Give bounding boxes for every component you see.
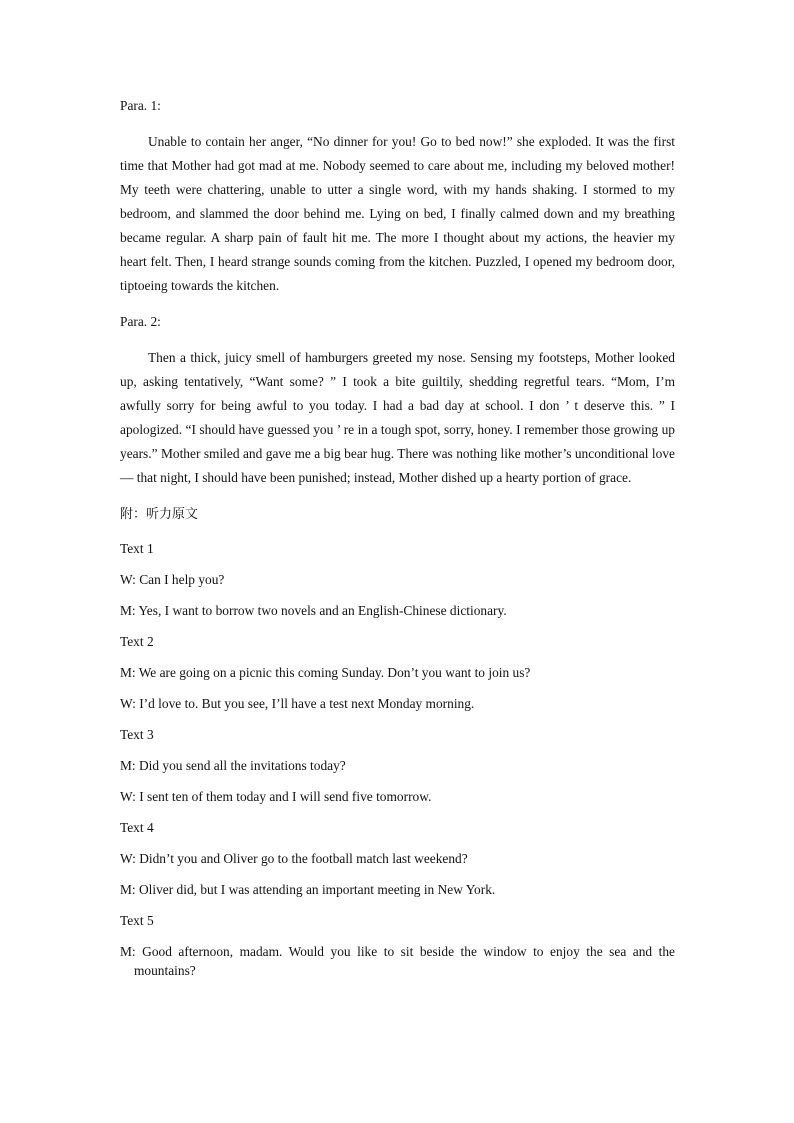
text3-title: Text 3 <box>120 727 154 742</box>
text4-line2: M: Oliver did, but I was attending an important meeting in New York. <box>120 882 496 897</box>
para2-label: Para. 2: <box>120 314 161 329</box>
listening-text-2 <box>120 632 675 714</box>
text2-line1: M: We are going on a picnic this coming Sunday. Don’t you want to join us? <box>120 665 531 680</box>
para1-text: Unable to contain her anger, “No dinner for you! Go to bed now!” she exploded. It was the first time that Mother had got mad at me. Nobody seemed to care about me, including my beloved mother! My teeth were chattering, unable to utter a single word, with my hands shaking. I stormed to my bedroom, and slammed the door behind me. Lying on bed, I finally calmed down and my breathing became regular. A sharp pain of fault hit me. The more I thought about my actions, the heavier my heart felt. Then, I heard strange sounds coming from the kitchen. Puzzled, I opened my bedroom door, tiptoeing towards the kitchen. <box>120 134 675 293</box>
text5-line1: M: Good afternoon, madam. Would you like to sit beside the window to enjoy the sea and the mountains? <box>120 944 675 978</box>
listening-text-3 <box>120 725 675 807</box>
text3-line1: M: Did you send all the invitations today? <box>120 758 346 773</box>
text1-line2: M: Yes, I want to borrow two novels and an English-Chinese dictionary. <box>120 603 507 618</box>
para2-text: Then a thick, juicy smell of hamburgers greeted my nose. Sensing my footsteps, Mother looked up, asking tentatively, “Want some? ” I took a bite guiltily, shedding regretful tears. “Mom, I’m awfully sorry for being awful to you today. I had a bad day at school. I don ’ t deserve this. ” I apologized. “I should have guessed you ’ re in a tough spot, sorry, honey. I remember those growing up years.” Mother smiled and gave me a big bear hug. There was nothing like mother’s unconditional love — that night, I should have been punished; instead, Mother dished up a hearty portion of grace. <box>120 350 675 485</box>
text4-line1: W: Didn’t you and Oliver go to the football match last weekend? <box>120 851 468 866</box>
para1-label: Para. 1: <box>120 98 161 113</box>
text2-line2: W: I’d love to. But you see, I’ll have a test next Monday morning. <box>120 696 475 711</box>
text5-title: Text 5 <box>120 913 154 928</box>
text3-line2: W: I sent ten of them today and I will send five tomorrow. <box>120 789 432 804</box>
appendix-heading: 附：听力原文 <box>120 507 199 522</box>
text1-title: Text 1 <box>120 541 154 556</box>
text1-line1: W: Can I help you? <box>120 572 225 587</box>
listening-text-1 <box>120 539 675 621</box>
text2-title: Text 2 <box>120 634 154 649</box>
document-page <box>120 96 675 991</box>
listening-text-5 <box>120 911 675 980</box>
listening-text-4 <box>120 818 675 900</box>
text4-title: Text 4 <box>120 820 154 835</box>
